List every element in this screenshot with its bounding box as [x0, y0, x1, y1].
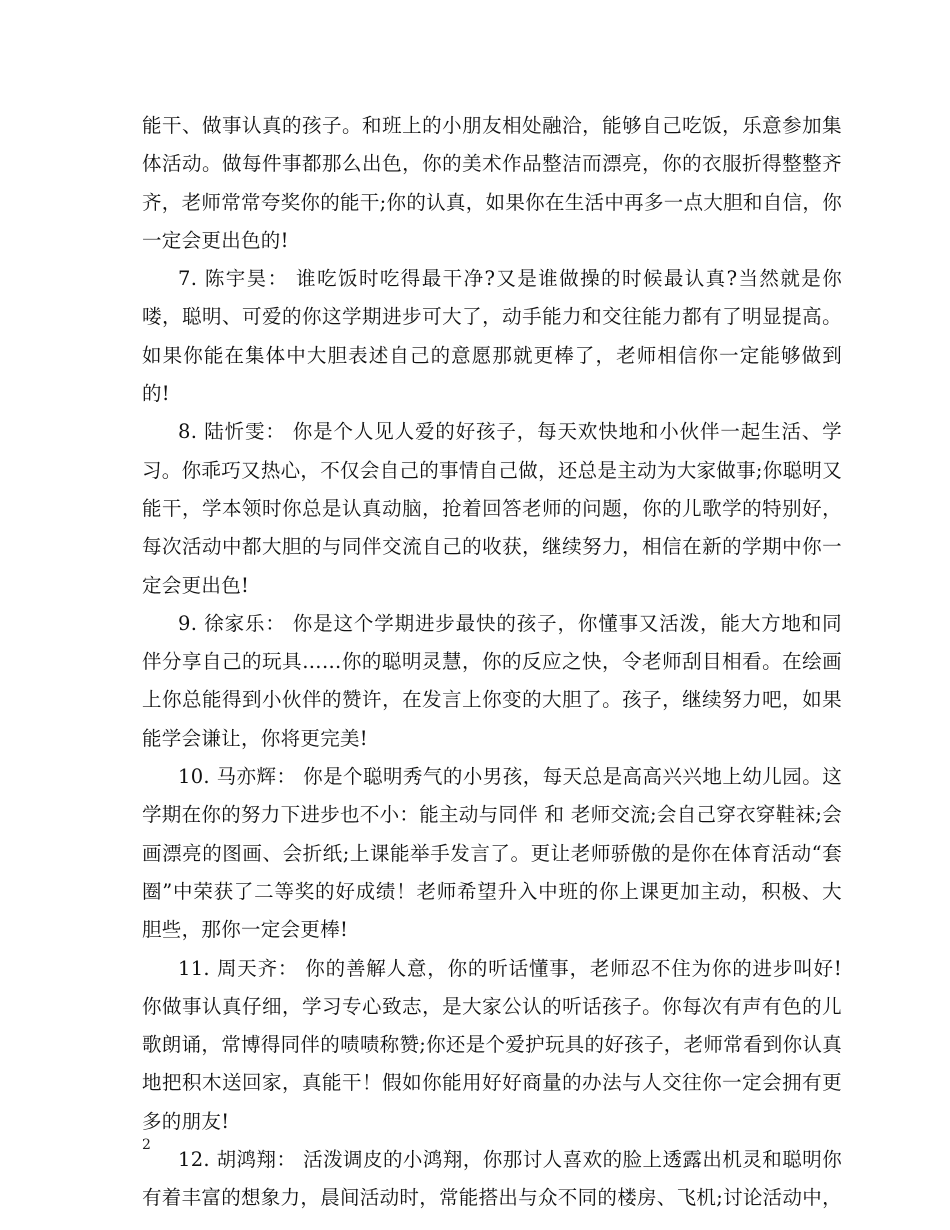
- paragraph-continuation: 能干、做事认真的孩子。和班上的小朋友相处融洽，能够自己吃饭，乐意参加集体活动。做每件事都那么出色，你的美术作品整洁而漂亮，你的衣服折得整整齐齐，老师常常夸奖你的能干;你的认真，如果你在生活中再多一点大胆和自信，你一定会更出色的!: [142, 114, 842, 252]
- paragraph-comment-11: 11. 周天齐： 你的善解人意，你的听话懂事，老师忍不住为你的进步叫好!你做事认真仔细，学习专心致志，是大家公认的听话孩子。你每次有声有色的儿歌朗诵，常博得同伴的啧啧称赞;你还是个爱护玩具的好孩子，老师常看到你认真地把积木送回家，真能干！假如你能用好好商量的办法与人交往你一定会拥有更多的朋友!: [142, 956, 842, 1133]
- paragraph-comment-9: 9. 徐家乐： 你是这个学期进步最快的孩子，你懂事又活泼，能大方地和同伴分享自己的玩具……你的聪明灵慧，你的反应之快，令老师刮目相看。在绘画上你总能得到小伙伴的赞许，在发言上你变的大胆了。孩子，继续努力吧，如果能学会谦让，你将更完美!: [142, 611, 842, 750]
- paragraph-comment-10: 10. 马亦辉： 你是个聪明秀气的小男孩，每天总是高高兴兴地上幼儿园。这学期在你的努力下进步也不小：能主动与同伴 和 老师交流;会自己穿衣穿鞋袜;会画漂亮的图画、会折纸;上课能举手发言了。更让老师骄傲的是你在体育活动“套圈”中荣获了二等奖的好成绩！老师希望升入中班的你上课更加主动，积极、大胆些，那你一定会更棒!: [142, 765, 842, 942]
- page-number: 2: [142, 1137, 151, 1153]
- body-text: [142, 107, 842, 1218]
- paragraph-comment-12: 12. 胡鸿翔： 活泼调皮的小鸿翔，你那讨人喜欢的脸上透露出机灵和聪明你有着丰富的想象力，晨间活动时，常能搭出与众不同的楼房、飞机;讨论活动中，: [142, 1148, 842, 1210]
- paragraph-comment-7: 7. 陈宇昊： 谁吃饭时吃得最干净?又是谁做操的时候最认真?当然就是你喽，聪明、可爱的你这学期进步可大了，动手能力和交往能力都有了明显提高。如果你能在集体中大胆表述自己的意愿那就更棒了，老师相信你一定能够做到的!: [142, 267, 842, 406]
- paragraph-comment-8: 8. 陆忻雯： 你是个人见人爱的好孩子，每天欢快地和小伙伴一起生活、学习。你乖巧又热心，不仅会自己的事情自己做，还总是主动为大家做事;你聪明又能干，学本领时你总是认真动脑，抢着回答老师的问题，你的儿歌学的特别好，每次活动中都大胆的与同伴交流自己的收获，继续努力，相信在新的学期中你一定会更出色!: [142, 420, 842, 597]
